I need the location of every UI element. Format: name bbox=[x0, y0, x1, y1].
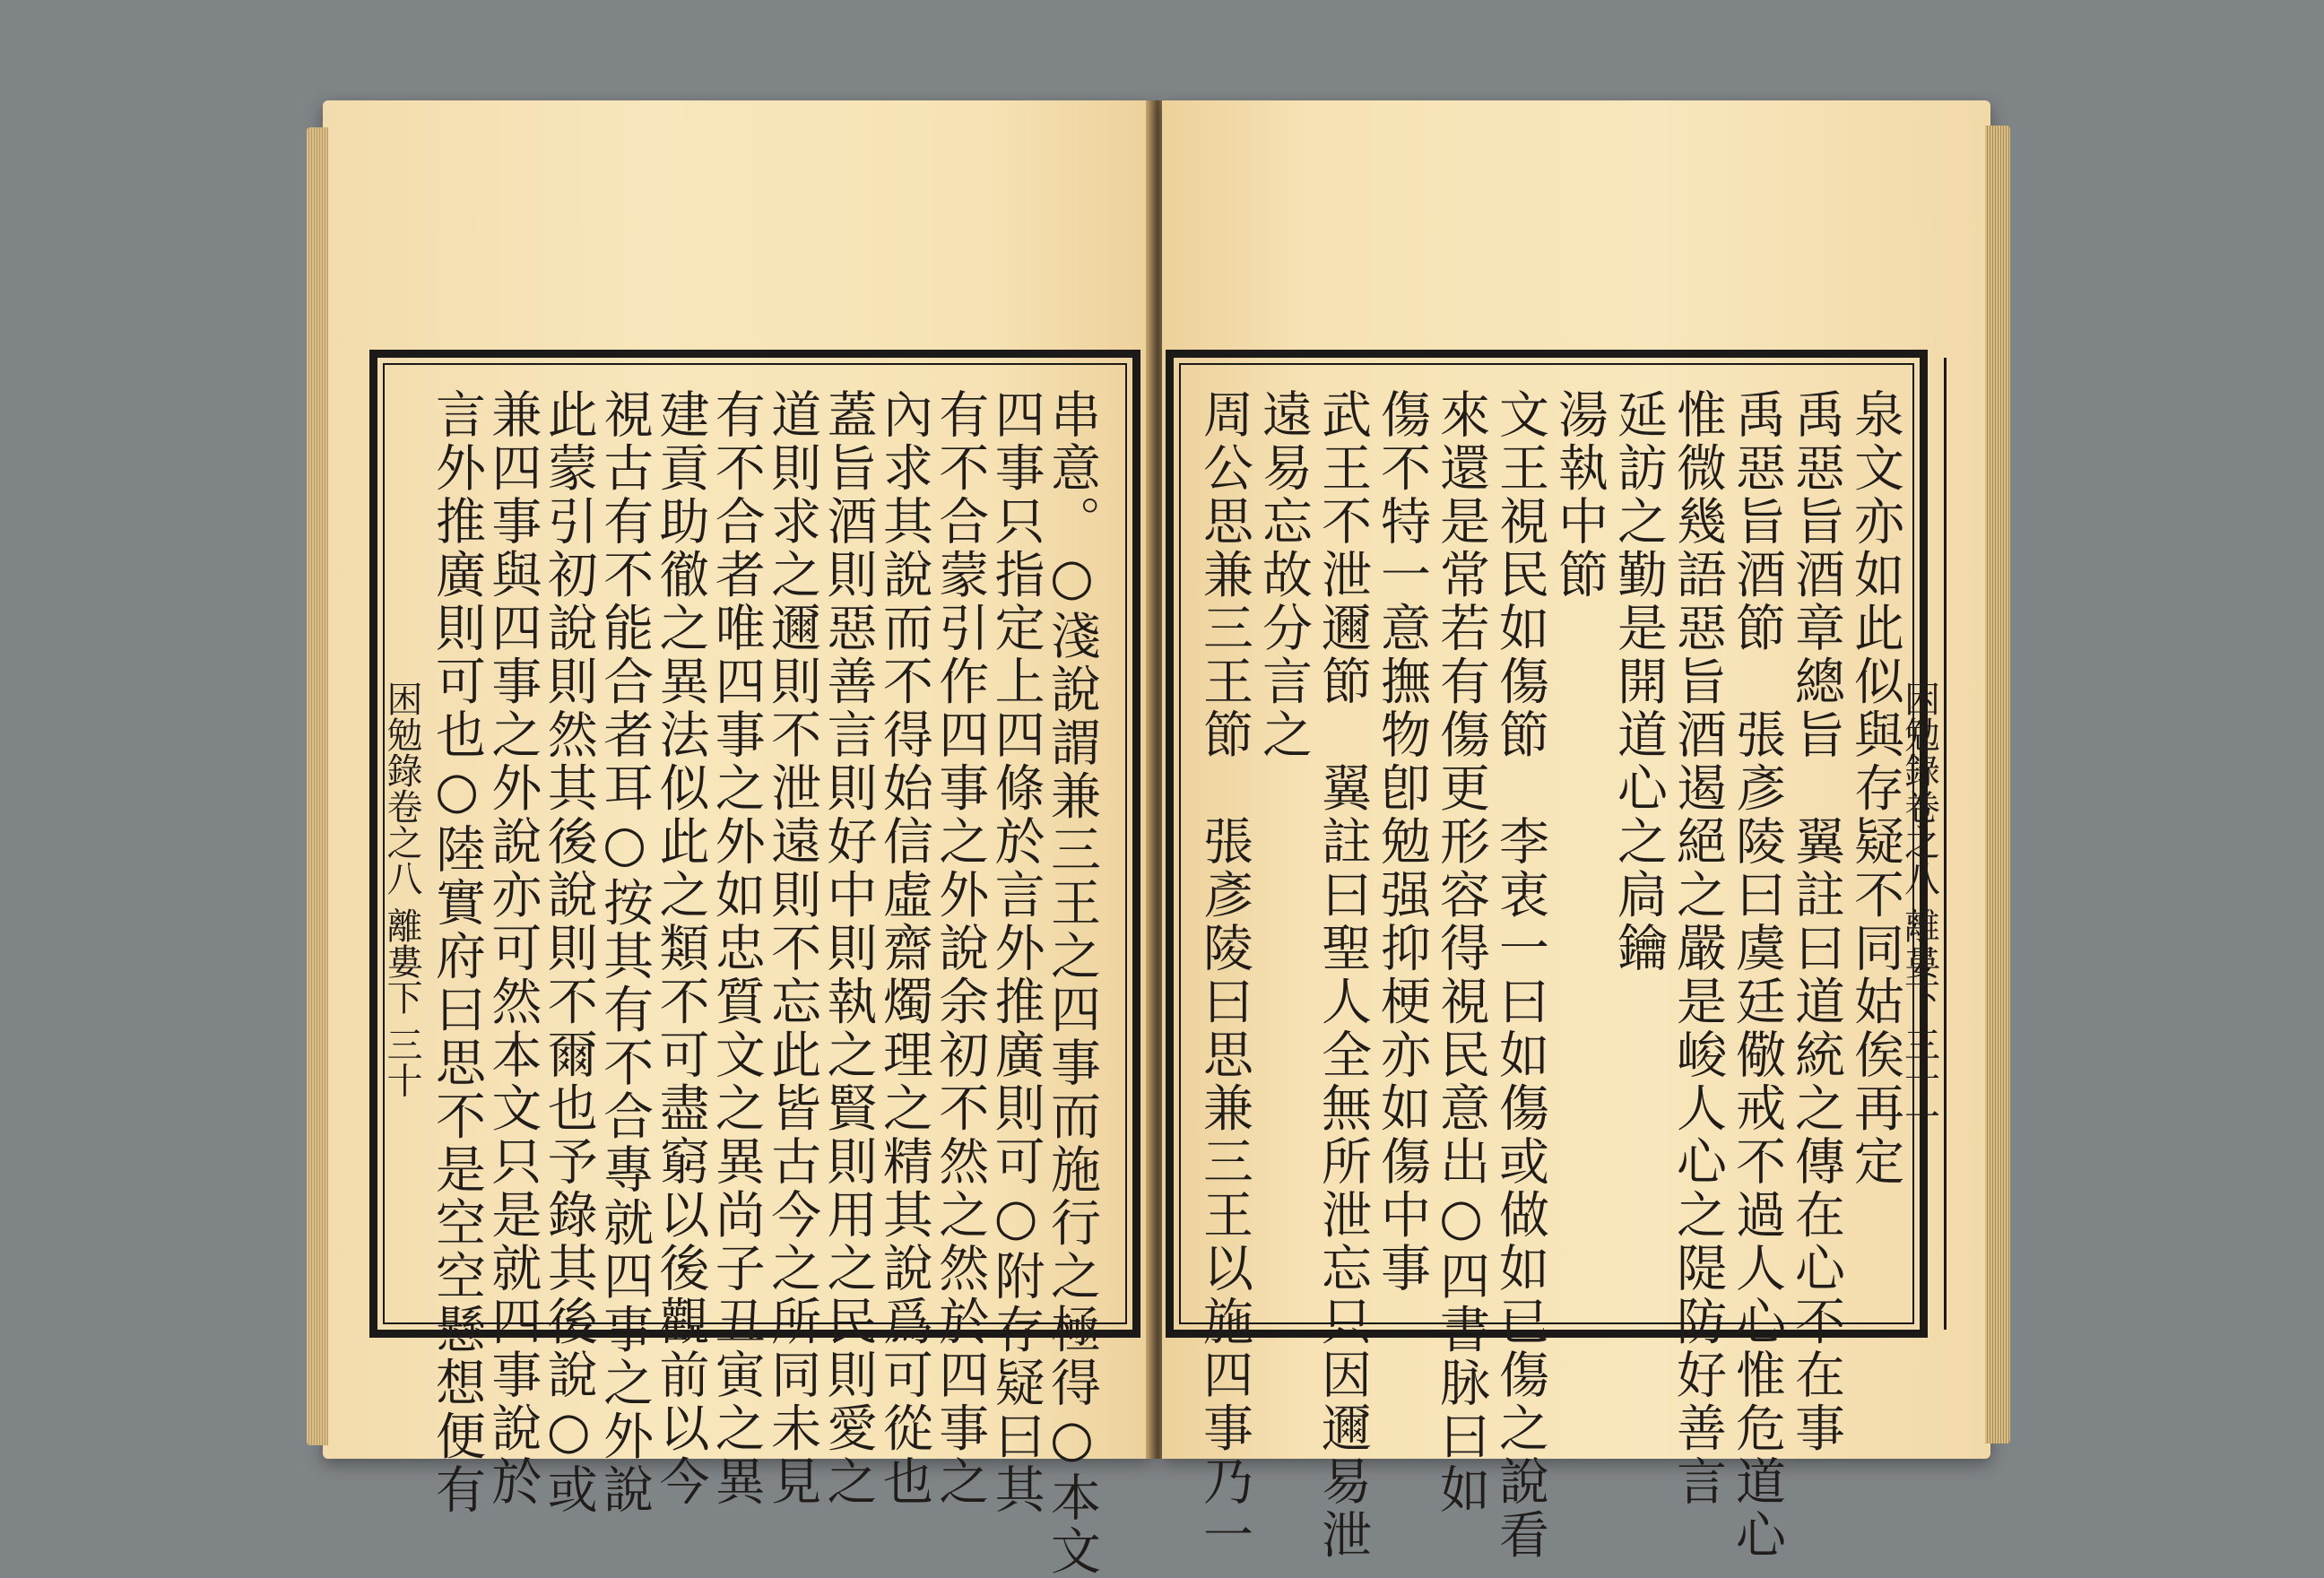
text-column: 兼四事與四事之外說亦可然本文只是就四事說於 bbox=[483, 388, 542, 1509]
text-column: 視古有不能合者耳○按其有不合專就四事之外說 bbox=[595, 388, 655, 1517]
text-column: 延訪之勤是開道心之扃鑰 bbox=[1609, 388, 1668, 975]
right-block-center-label: 困勉錄卷之八 離婁下 三十一 bbox=[1895, 358, 1947, 1330]
text-column: 禹惡旨酒章總旨 翼註曰道統之傳在心不在事 bbox=[1787, 388, 1845, 1455]
text-column: 有不合者唯四事之外如忠質文之異尚子丑寅之異 bbox=[707, 388, 766, 1509]
text-column: 惟微幾語惡旨酒遏絕之嚴是峻人心之隄防好善言 bbox=[1669, 388, 1727, 1509]
text-column: 泉文亦如此似與存疑不同姑俟再定 bbox=[1846, 388, 1904, 1189]
text-column: 武王不泄邇節 翼註曰聖人全無所泄忘只因邇易泄 bbox=[1314, 388, 1372, 1562]
text-column: 言外推廣則可也○陸實府曰思不是空空懸想便有 bbox=[428, 388, 486, 1517]
right-text-block bbox=[1195, 388, 1904, 1562]
left-page bbox=[323, 100, 1152, 1578]
text-column: 遠易忘故分言之 bbox=[1254, 388, 1313, 762]
text-column: 湯執中節 bbox=[1550, 388, 1609, 602]
text-column: 四事只指定上四條於言外推廣則可○附存疑曰其 bbox=[986, 388, 1045, 1517]
text-column: 建貢助徹之異法似此之類不可盡窮以後觀前以今 bbox=[651, 388, 710, 1509]
text-column: 周公思兼三王節 張彥陵曰思兼三王以施四事乃一 bbox=[1195, 388, 1253, 1562]
text-column: 禹惡旨酒節 張彥陵曰虞廷儆戒不過人心惟危道心 bbox=[1728, 388, 1786, 1562]
left-text-frame bbox=[369, 350, 1140, 1578]
left-text-block bbox=[426, 388, 1101, 1578]
text-column: 文王視民如傷節 李衷一曰如傷或做如已傷之說看 bbox=[1491, 388, 1549, 1562]
text-column: 此蒙引初說則然其後說則不爾也予錄其後說○或 bbox=[539, 388, 598, 1517]
open-book bbox=[323, 100, 1990, 1578]
right-page bbox=[1162, 100, 1990, 1562]
text-column: 道則求之邇則不泄遠則不忘此皆古今之所同未見 bbox=[763, 388, 822, 1509]
text-column: 有不合蒙引作四事之外說余初不然之然於四事之 bbox=[931, 388, 990, 1509]
text-column: 來還是常若有傷更形容得視民意出○四書脉曰如 bbox=[1432, 388, 1490, 1517]
text-column: 串意。○淺說謂兼三王之四事而施行之極得○本文 bbox=[1042, 388, 1101, 1578]
right-text-frame bbox=[1166, 350, 1940, 1562]
text-column: 蓋旨酒則惡善言則好中則執之賢則用之民則愛之 bbox=[819, 388, 878, 1509]
left-block-center-label: 困勉錄卷之八 離婁下 三十 bbox=[381, 681, 422, 1098]
page-stack-edge-left bbox=[307, 127, 328, 1445]
page-stack-edge-right bbox=[1985, 126, 2010, 1444]
text-column: 傷不特一意撫物卽勉强抑梗亦如傷中事 bbox=[1373, 388, 1431, 1296]
text-column: 內求其說而不得始信虛齋燭理之精其說爲可從也 bbox=[874, 388, 933, 1509]
